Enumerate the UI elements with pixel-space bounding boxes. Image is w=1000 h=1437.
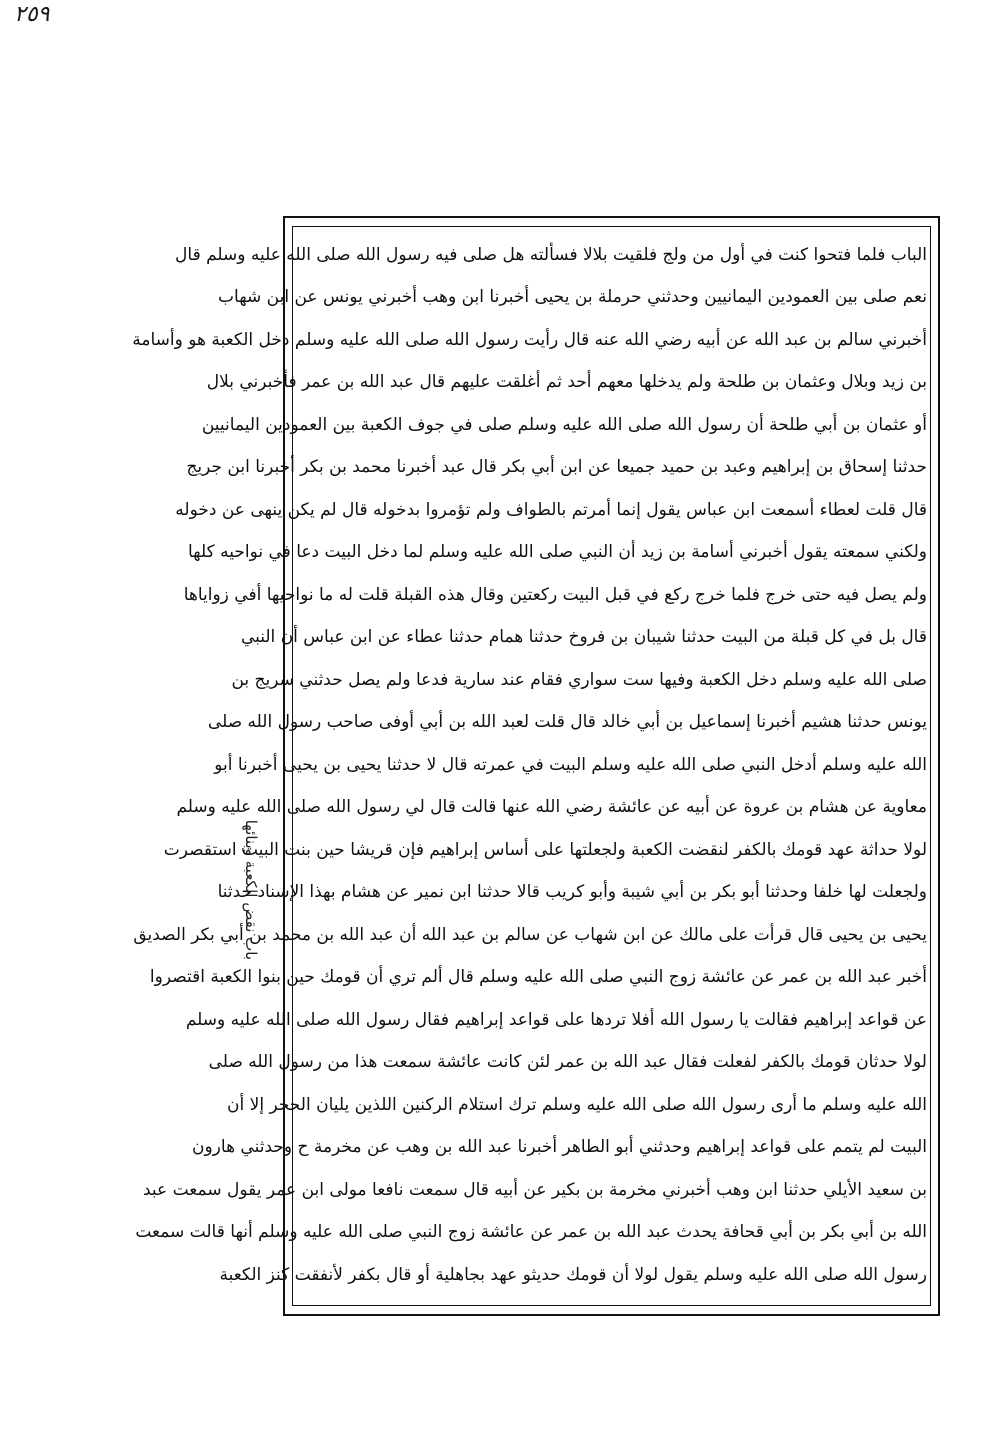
text-line: يحيى بن يحيى قال قرأت على مالك عن ابن شهاب عن سالم بن عبد الله أن عبد الله بن محمد بن أبي بكر الصديق [133, 925, 927, 945]
text-line: ولجعلت لها خلفا وحدثنا أبو بكر بن أبي شيبة وأبو كريب قالا حدثنا ابن نمير عن هشام بهذا الإسناد حدثنا [217, 882, 927, 902]
text-line: ولكني سمعته يقول أخبرني أسامة بن زيد أن النبي صلى الله عليه وسلم لما دخل البيت دعا في نواحيه كلها [187, 542, 927, 562]
text-line: حدثنا إسحاق بن إبراهيم وعبد بن حميد جميعا عن ابن أبي بكر قال عبد أخبرنا محمد بن بكر أخبرنا ابن جريج [186, 457, 927, 477]
text-line: الله عليه وسلم ما أرى رسول الله صلى الله عليه وسلم ترك استلام الركنين اللذين يليان الحجر إلا أن [227, 1095, 927, 1115]
text-line: بن سعيد الأيلي حدثنا ابن وهب أخبرني مخرمة بن بكير عن أبيه قال سمعت نافعا مولى ابن عمر يقول سمعت عبد [143, 1180, 927, 1200]
text-line: قال بل في كل قبلة من البيت حدثنا شيبان بن فروخ حدثنا همام حدثنا عطاء عن ابن عباس أن النبي [240, 627, 927, 647]
text-line: أو عثمان بن أبي طلحة أن رسول الله صلى الله عليه وسلم صلى في جوف الكعبة بين العمودين اليمانيين [201, 415, 927, 435]
text-line: رسول الله صلى الله عليه وسلم يقول لولا أن قومك حديثو عهد بجاهلية أو قال بكفر لأنفقت كنز الكعبة [219, 1265, 927, 1285]
text-line: الباب فلما فتحوا كنت في أول من ولج فلقيت بلالا فسألته هل صلى فيه رسول الله صلى الله عليه وسلم قال [175, 245, 927, 265]
page-number: ٢٥٩ [14, 2, 50, 27]
text-line: قال قلت لعطاء أسمعت ابن عباس يقول إنما أمرتم بالطواف ولم تؤمروا بدخوله قال لم يكن ينهى عن دخوله [175, 500, 927, 520]
text-line: صلى الله عليه وسلم دخل الكعبة وفيها ست سواري فقام عند سارية فدعا ولم يصل حدثني سريج بن [231, 670, 927, 690]
text-line: أخبر عبد الله بن عمر عن عائشة زوج النبي صلى الله عليه وسلم قال ألم تري أن قومك حين بنوا الكعبة اقتصروا [149, 967, 927, 987]
text-line: لولا حدثان قومك بالكفر لفعلت فقال عبد الله بن عمر لئن كانت عائشة سمعت هذا من رسول الله صلى [208, 1052, 927, 1072]
text-line: لولا حداثة عهد قومك بالكفر لنقضت الكعبة ولجعلتها على أساس إبراهيم فإن قريشا حين بنت البيت استقصرت [163, 840, 927, 860]
text-line: نعم صلى بين العمودين اليمانيين وحدثني حرملة بن يحيى أخبرنا ابن وهب أخبرني يونس عن ابن شهاب [218, 287, 927, 307]
margin-note-text: باب نقض الكعبة وبنائها [242, 819, 260, 960]
text-line: الله عليه وسلم أدخل النبي صلى الله عليه وسلم البيت في عمرته قال لا حدثنا يحيى بن يحيى أخبرنا أبو [214, 755, 927, 775]
text-line: ولم يصل فيه حتى خرج فلما خرج ركع في قبل البيت ركعتين وقال هذه القبلة قلت له ما نواحيها أفي زواياها [183, 585, 927, 605]
text-line: معاوية عن هشام بن عروة عن أبيه عن عائشة رضي الله عنها قالت قال لي رسول الله صلى الله عليه وسلم [176, 797, 927, 817]
text-line: بن زيد وبلال وعثمان بن طلحة ولم يدخلها معهم أحد ثم أغلقت عليهم قال عبد الله بن عمر فأخبرني بلال [206, 372, 927, 392]
text-line: أخبرني سالم بن عبد الله عن أبيه رضي الله عنه قال رأيت رسول الله صلى الله عليه وسلم دخل الكعبة هو وأسامة [132, 330, 927, 350]
text-line: الله بن أبي بكر بن أبي قحافة يحدث عبد الله بن عمر عن عائشة زوج النبي صلى الله عليه وسلم أنها قالت سمعت [135, 1222, 927, 1242]
text-line: البيت لم يتمم على قواعد إبراهيم وحدثني أبو الطاهر أخبرنا عبد الله بن وهب عن مخرمة ح وحدثني هارون [191, 1137, 927, 1157]
text-line: يونس حدثنا هشيم أخبرنا إسماعيل بن أبي خالد قال قلت لعبد الله بن أبي أوفى صاحب رسول الله صلى [207, 712, 927, 732]
text-line: عن قواعد إبراهيم فقالت يا رسول الله أفلا تردها على قواعد إبراهيم فقال رسول الله صلى الله عليه وسلم [185, 1010, 927, 1030]
